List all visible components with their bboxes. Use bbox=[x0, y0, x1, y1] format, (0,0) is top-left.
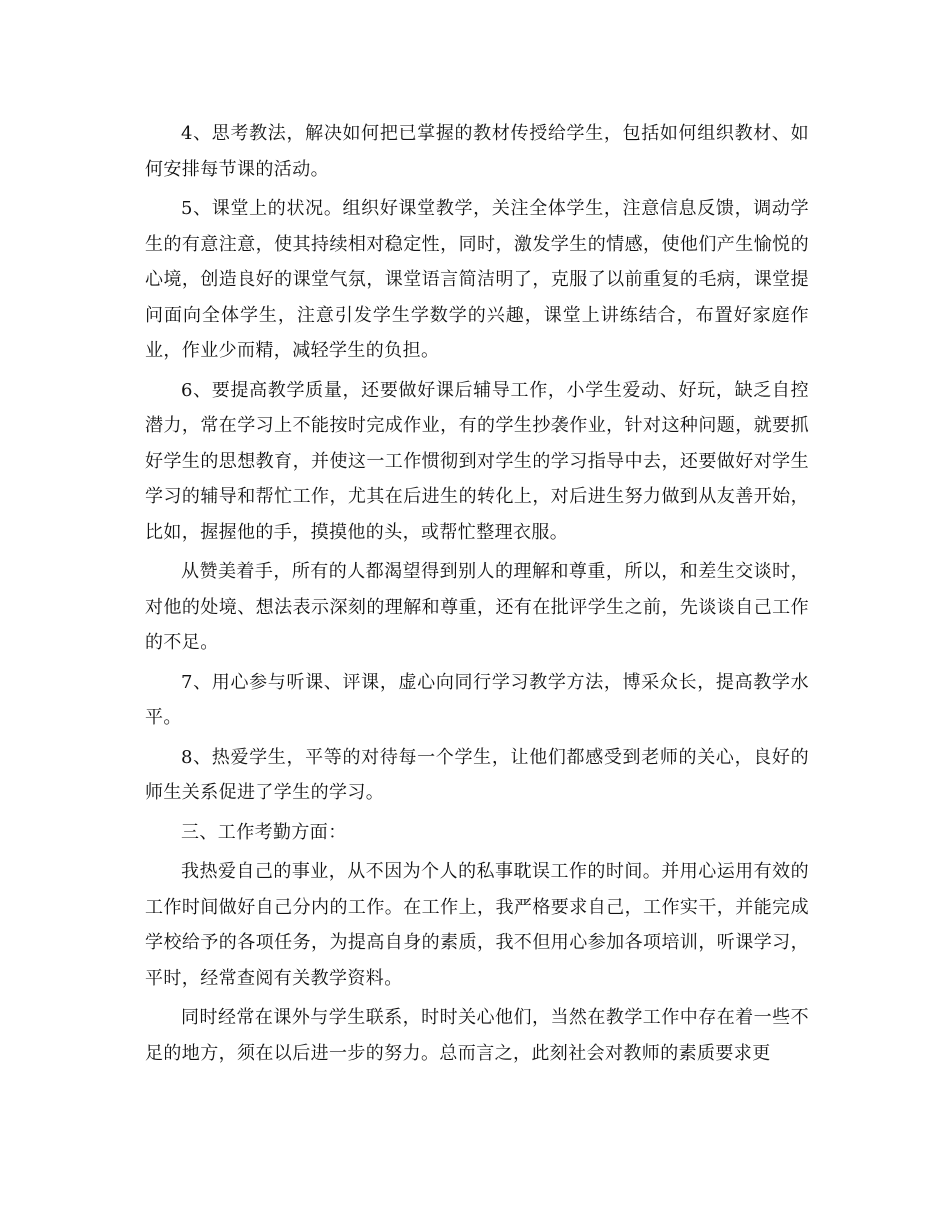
paragraph-item-8: 8、热爱学生，平等的对待每一个学生，让他们都感受到老师的关心，良好的师生关系促进了学生的学习。 bbox=[145, 746, 809, 803]
paragraph-attendance: 我热爱自己的事业，从不因为个人的私事耽误工作的时间。并用心运用有效的工作时间做好自己分内的工作。在工作上，我严格要求自己，工作实干，并能完成学校给予的各项任务，为提高自身的素质，我不但用心参加各项培训，听课学习，平时，经常查阅有关教学资料。 bbox=[145, 861, 809, 989]
document-body bbox=[145, 116, 809, 1075]
paragraph-conclusion: 同时经常在课外与学生联系，时时关心他们，当然在教学工作中存在着一些不足的地方，须在以后进一步的努力。总而言之，此刻社会对教师的素质要求更 bbox=[145, 1007, 809, 1064]
paragraph-item-7: 7、用心参与听课、评课，虚心向同行学习教学方法，博采众长，提高教学水平。 bbox=[145, 671, 809, 728]
paragraph-praise: 从赞美着手，所有的人都渴望得到别人的理解和尊重，所以，和差生交谈时，对他的处境、想法表示深刻的理解和尊重，还有在批评学生之前，先谈谈自己工作的不足。 bbox=[145, 561, 809, 653]
section-heading-attendance: 三、工作考勤方面： bbox=[181, 821, 347, 843]
paragraph-item-6: 6、要提高教学质量，还要做好课后辅导工作，小学生爱动、好玩，缺乏自控潜力，常在学习上不能按时完成作业，有的学生抄袭作业，针对这种问题，就要抓好学生的思想教育，并使这一工作惯彻到对学生的学习指导中去，还要做好对学生学习的辅导和帮忙工作，尤其在后进生的转化上，对后进生努力做到从友善开始，比如，握握他的手，摸摸他的头，或帮忙整理衣服。 bbox=[145, 379, 809, 543]
paragraph-item-4: 4、思考教法，解决如何把已掌握的教材传授给学生，包括如何组织教材、如何安排每节课的活动。 bbox=[145, 123, 809, 180]
paragraph-item-5: 5、课堂上的状况。组织好课堂教学，关注全体学生，注意信息反馈，调动学生的有意注意，使其持续相对稳定性，同时，激发学生的情感，使他们产生愉悦的心境，创造良好的课堂气氛，课堂语言简洁明了，克服了以前重复的毛病，课堂提问面向全体学生，注意引发学生学数学的兴趣，课堂上讲练结合，布置好家庭作业，作业少而精，减轻学生的负担。 bbox=[145, 198, 809, 361]
